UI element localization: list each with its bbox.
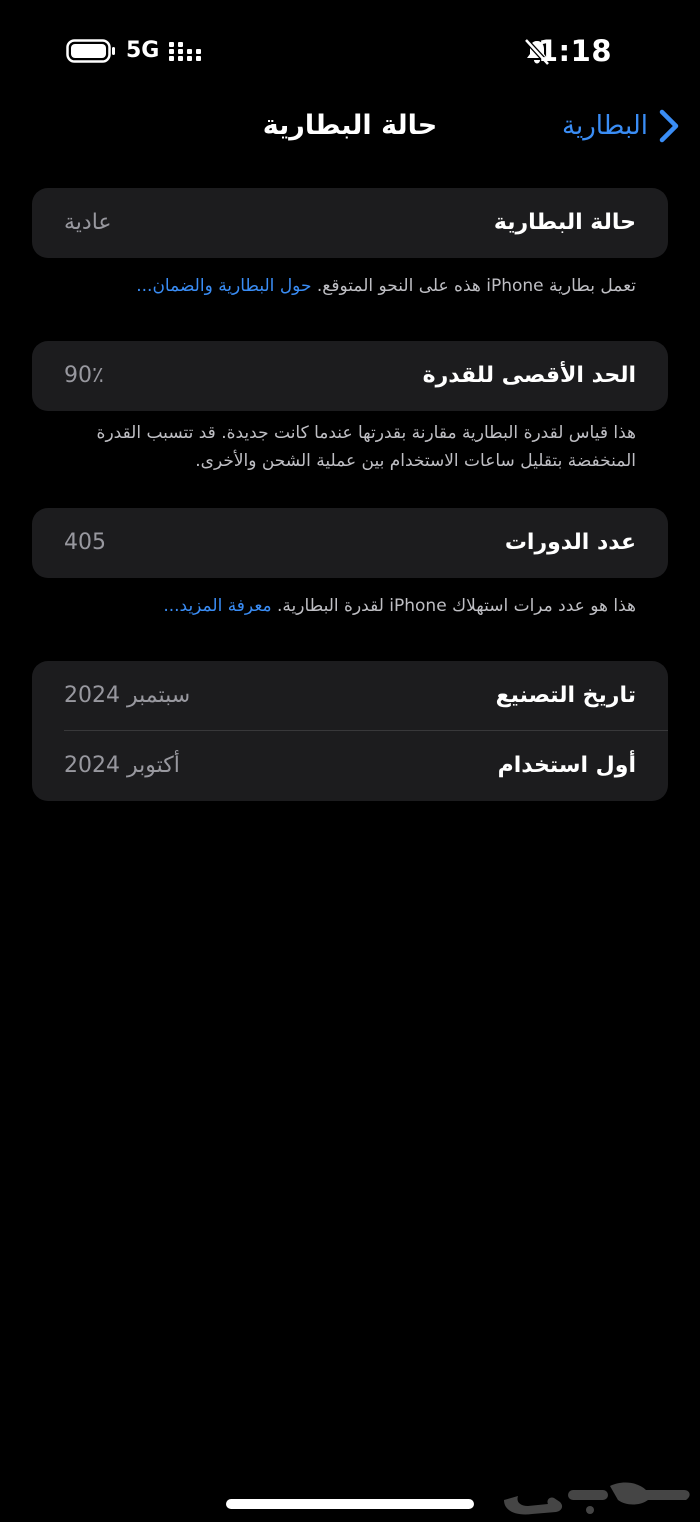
page-title: حالة البطارية bbox=[262, 110, 438, 141]
manufacture-date-row bbox=[32, 661, 668, 731]
status-bar bbox=[0, 28, 700, 76]
cycle-count-note-text: هذا هو عدد مرات استهلاك iPhone لقدرة البطارية. bbox=[277, 596, 636, 616]
dates-card bbox=[32, 661, 668, 801]
first-use-label: أول استخدام bbox=[497, 753, 636, 778]
max-capacity-note bbox=[64, 419, 636, 475]
battery-warranty-link[interactable]: حول البطارية والضمان... bbox=[136, 276, 312, 296]
max-capacity-card bbox=[32, 341, 668, 411]
battery-condition-card bbox=[32, 188, 668, 258]
watermark-logo bbox=[498, 1466, 698, 1522]
battery-condition-value: عادية bbox=[64, 210, 112, 235]
home-indicator[interactable] bbox=[226, 1499, 474, 1509]
back-button-label: البطارية bbox=[562, 111, 648, 141]
cycle-count-note bbox=[64, 592, 636, 620]
signal-icon bbox=[168, 39, 206, 65]
cycle-count-card bbox=[32, 508, 668, 578]
max-capacity-row bbox=[32, 341, 668, 411]
first-use-value: أكتوبر 2024 bbox=[64, 753, 180, 778]
manufacture-date-value: سبتمبر 2024 bbox=[64, 683, 191, 708]
max-capacity-note-text: هذا قياس لقدرة البطارية مقارنة بقدرتها عندما كانت جديدة. قد تتسبب القدرة المنخفضة بتقليل ساعات الاستخدام بين عملية الشحن والأخرى. bbox=[96, 423, 636, 471]
manufacture-date-label: تاريخ التصنيع bbox=[495, 683, 636, 708]
battery-condition-row bbox=[32, 188, 668, 258]
battery-icon bbox=[66, 39, 116, 63]
cycle-count-row bbox=[32, 508, 668, 578]
learn-more-link[interactable]: معرفة المزيد... bbox=[163, 596, 272, 616]
cycle-count-label: عدد الدورات bbox=[504, 530, 636, 555]
cycle-count-value: 405 bbox=[64, 530, 106, 555]
max-capacity-label: الحد الأقصى للقدرة bbox=[422, 363, 636, 388]
network-type-label: 5G bbox=[126, 38, 160, 63]
battery-condition-label: حالة البطارية bbox=[493, 210, 636, 235]
first-use-row bbox=[32, 731, 668, 801]
battery-condition-note bbox=[64, 272, 636, 300]
status-time: 1:18 bbox=[537, 34, 612, 68]
battery-condition-note-text: تعمل بطارية iPhone هذه على النحو المتوقع. bbox=[316, 276, 636, 296]
max-capacity-value: 90٪ bbox=[64, 363, 104, 388]
